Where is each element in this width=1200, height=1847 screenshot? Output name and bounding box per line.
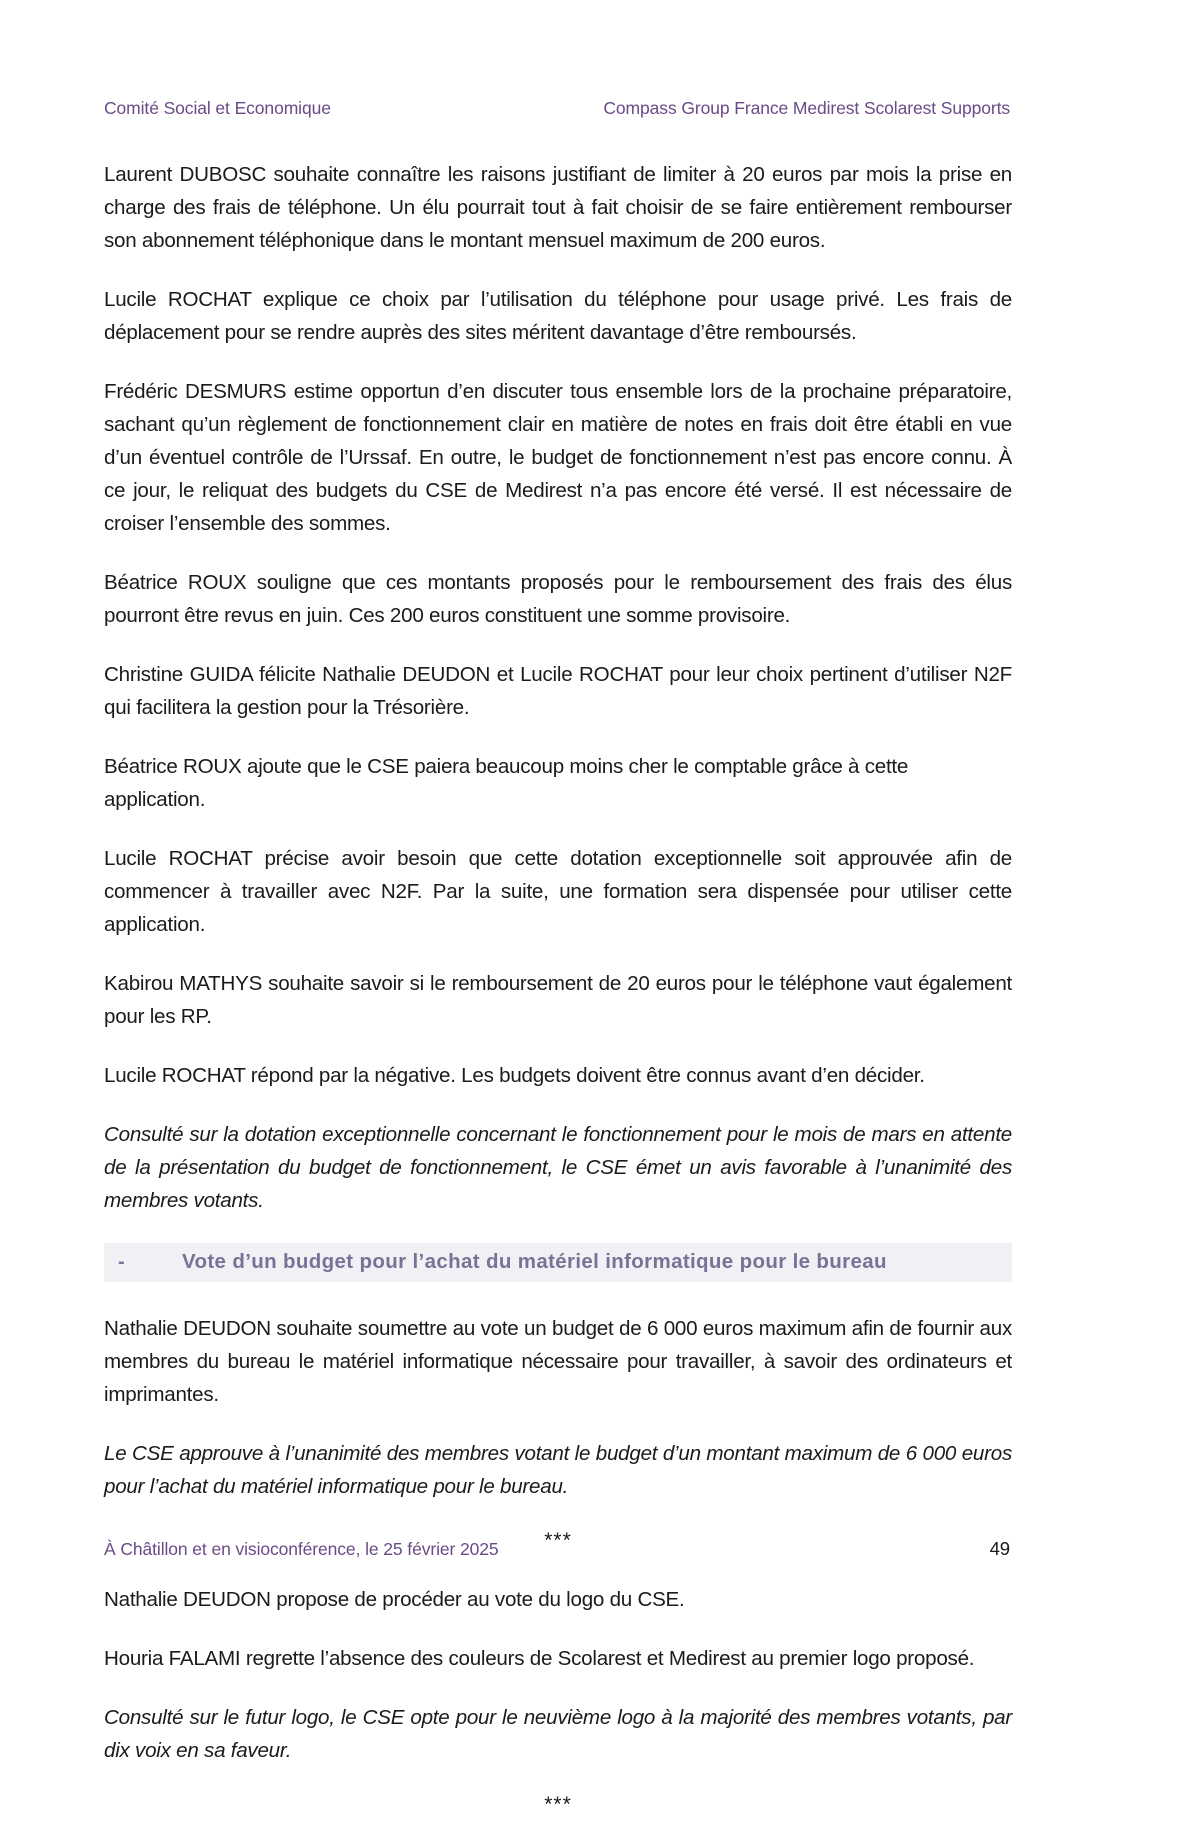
paragraph-deudon-logo: Nathalie DEUDON propose de procéder au vote du logo du CSE. <box>104 1588 685 1611</box>
paragraph-mathys: Kabirou MATHYS souhaite savoir si le remboursement de 20 euros pour le téléphone vaut également pour les RP. <box>104 972 1012 1028</box>
separator-stars-2: *** <box>544 1793 572 1816</box>
bullet-dash: - <box>118 1251 125 1273</box>
header-left-text: Comité Social et Economique <box>104 98 331 118</box>
paragraph-rochat-precise: Lucile ROCHAT précise avoir besoin que cette dotation exceptionnelle soit approuvée afin de commencer à travailler avec N2F. Par la suite, une formation sera dispensée pour utiliser cette application. <box>104 847 1012 936</box>
resolution-logo: Consulté sur le futur logo, le CSE opte pour le neuvième logo à la majorité des membres votants, par dix voix en sa faveur. <box>104 1706 1012 1762</box>
paragraph-guida: Christine GUIDA félicite Nathalie DEUDON et Lucile ROCHAT pour leur choix pertinent d’utiliser N2F qui facilitera la gestion pour la Trésorière. <box>104 663 1012 719</box>
footer-location-date: À Châtillon et en visioconférence, le 25 février 2025 <box>104 1539 499 1559</box>
page-header <box>104 98 1010 119</box>
paragraph-rochat-repond: Lucile ROCHAT répond par la négative. Les budgets doivent être connus avant d’en décider. <box>104 1064 925 1087</box>
resolution-dotation-exceptionnelle: Consulté sur la dotation exceptionnelle concernant le fonctionnement pour le mois de mars en attente de la présentation du budget de fonctionnement, le CSE émet un avis favorable à l’unanimité des membres votants. <box>104 1123 1012 1212</box>
page-footer <box>104 1538 1010 1560</box>
page-number: 49 <box>989 1538 1010 1559</box>
paragraph-rochat-explique: Lucile ROCHAT explique ce choix par l’utilisation du téléphone pour usage privé. Les frais de déplacement pour se rendre auprès des sites méritent davantage d’être remboursés. <box>104 288 1012 344</box>
paragraph-dubosc: Laurent DUBOSC souhaite connaître les raisons justifiant de limiter à 20 euros par mois la prise en charge des frais de téléphone. Un élu pourrait tout à fait choisir de se faire entièrement rembourser son abonnement téléphonique dans le montant mensuel maximum de 200 euros. <box>104 163 1012 252</box>
section-heading-title: Vote d’un budget pour l’achat du matériel informatique pour le bureau <box>182 1250 887 1273</box>
paragraph-deudon-budget: Nathalie DEUDON souhaite soumettre au vote un budget de 6 000 euros maximum afin de fournir aux membres du bureau le matériel informatique nécessaire pour travailler, à savoir des ordinateurs et imprimantes. <box>104 1317 1012 1406</box>
resolution-budget-informatique: Le CSE approuve à l’unanimité des membres votant le budget d’un montant maximum de 6 000 euros pour l’achat du matériel informatique pour le bureau. <box>104 1442 1012 1498</box>
paragraph-roux-ajoute: Béatrice ROUX ajoute que le CSE paiera beaucoup moins cher le comptable grâce à cette application. <box>104 755 909 811</box>
paragraph-roux-souligne: Béatrice ROUX souligne que ces montants proposés pour le remboursement des frais des élus pourront être revus en juin. Ces 200 euros constituent une somme provisoire. <box>104 571 1012 627</box>
separator-stars-1: *** <box>544 1529 572 1552</box>
paragraph-falami: Houria FALAMI regrette l’absence des couleurs de Scolarest et Medirest au premier logo proposé. <box>104 1647 975 1670</box>
document-body <box>104 158 1012 1847</box>
header-right-text: Compass Group France Medirest Scolarest Supports <box>603 98 1010 118</box>
section-heading <box>104 1243 1012 1282</box>
paragraph-desmurs: Frédéric DESMURS estime opportun d’en discuter tous ensemble lors de la prochaine préparatoire, sachant qu’un règlement de fonctionnement clair en matière de notes en frais doit être établi en vue d’un éventuel contrôle de l’Urssaf. En outre, le budget de fonctionnement n’est pas encore connu. À ce jour, le reliquat des budgets du CSE de Medirest n’a pas encore été versé. Il est nécessaire de croiser l’ensemble des sommes. <box>104 380 1012 535</box>
